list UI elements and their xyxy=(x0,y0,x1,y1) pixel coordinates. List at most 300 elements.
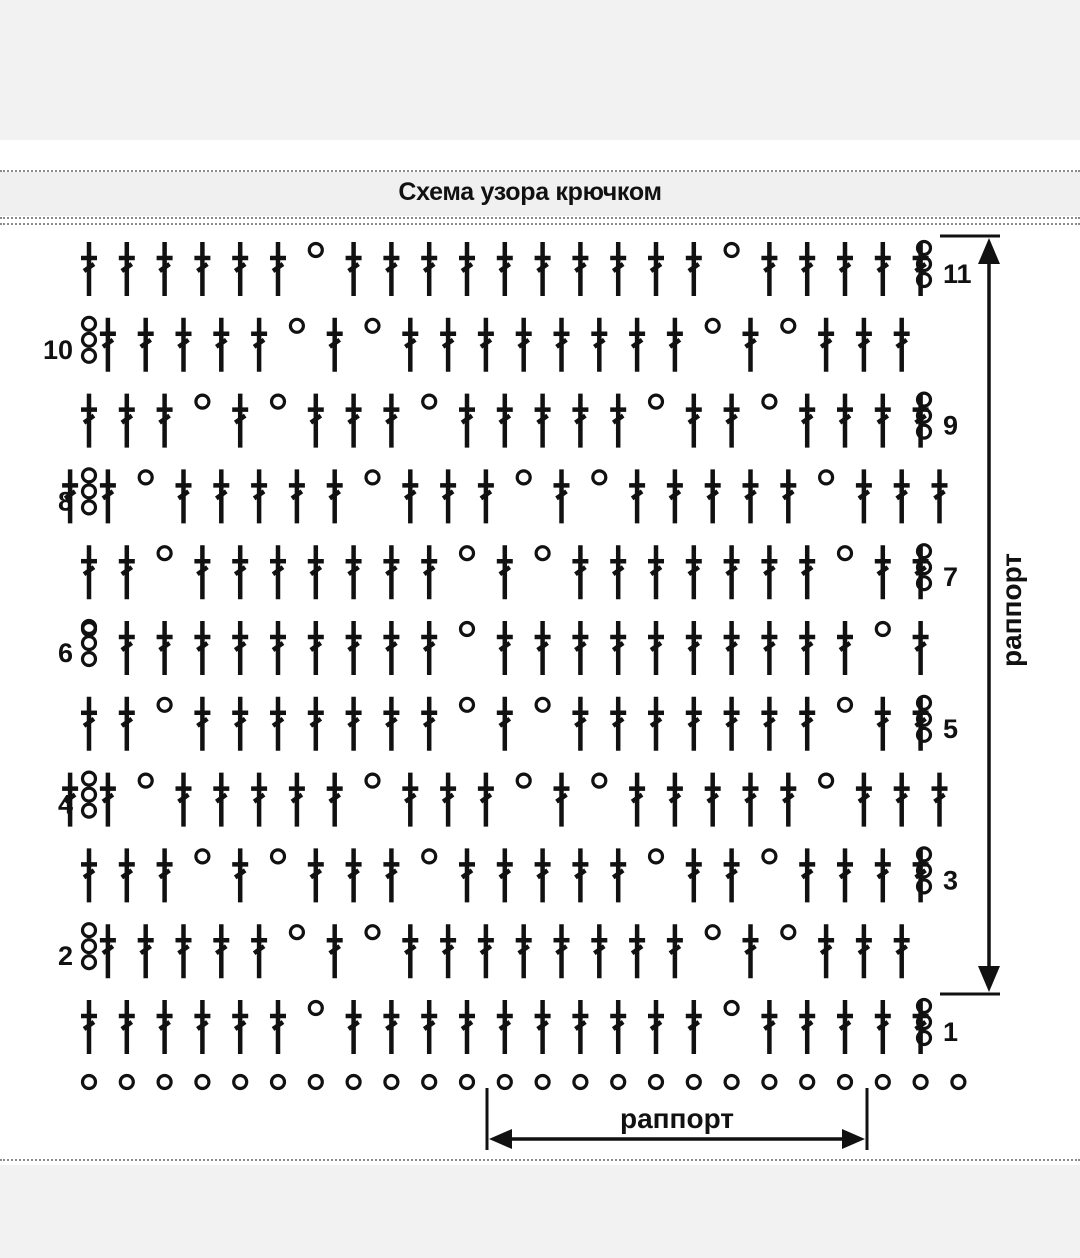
chain-stitch-icon xyxy=(139,471,152,484)
treble-crochet-icon xyxy=(289,469,305,523)
treble-crochet-icon xyxy=(497,545,513,599)
treble-crochet-icon xyxy=(667,924,683,978)
treble-crochet-icon xyxy=(686,848,702,902)
treble-crochet-icon xyxy=(554,318,570,372)
treble-crochet-icon xyxy=(610,621,626,675)
treble-crochet-icon xyxy=(119,697,135,751)
chain-stitch-icon xyxy=(725,244,738,257)
chain-stitch-icon xyxy=(309,1076,322,1089)
treble-crochet-icon xyxy=(194,621,210,675)
chain-stitch-icon xyxy=(83,772,96,785)
chain-stitch-icon xyxy=(612,1076,625,1089)
chain-stitch-icon xyxy=(536,698,549,711)
treble-crochet-icon xyxy=(346,545,362,599)
treble-crochet-icon xyxy=(100,924,116,978)
treble-crochet-icon xyxy=(213,318,229,372)
treble-crochet-icon xyxy=(251,924,267,978)
row-number-label: 11 xyxy=(943,259,972,289)
treble-crochet-icon xyxy=(383,697,399,751)
treble-crochet-icon xyxy=(251,773,267,827)
treble-crochet-icon xyxy=(856,924,872,978)
chain-stitch-icon xyxy=(366,471,379,484)
treble-crochet-icon xyxy=(667,318,683,372)
chart-row-11 xyxy=(81,242,929,296)
chain-stitch-icon xyxy=(83,469,96,482)
treble-crochet-icon xyxy=(610,848,626,902)
treble-crochet-icon xyxy=(176,924,192,978)
chart-row-10 xyxy=(100,318,910,372)
treble-crochet-icon xyxy=(724,545,740,599)
treble-crochet-icon xyxy=(119,394,135,448)
treble-crochet-icon xyxy=(705,469,721,523)
chart-row-1 xyxy=(81,1000,929,1054)
chain-stitch-icon xyxy=(423,395,436,408)
treble-crochet-icon xyxy=(157,394,173,448)
chain-stitch-icon xyxy=(234,1076,247,1089)
chain-stitch-icon xyxy=(498,1076,511,1089)
treble-crochet-icon xyxy=(837,242,853,296)
treble-crochet-icon xyxy=(799,545,815,599)
treble-crochet-icon xyxy=(478,773,494,827)
chain-stitch-icon xyxy=(461,1076,474,1089)
treble-crochet-icon xyxy=(591,318,607,372)
treble-crochet-icon xyxy=(346,242,362,296)
treble-crochet-icon xyxy=(497,848,513,902)
chain-stitch-icon xyxy=(120,1076,133,1089)
chain-stitch-icon xyxy=(366,774,379,787)
treble-crochet-icon xyxy=(478,924,494,978)
treble-crochet-icon xyxy=(610,1000,626,1054)
treble-crochet-icon xyxy=(440,924,456,978)
treble-crochet-icon xyxy=(421,242,437,296)
treble-crochet-icon xyxy=(535,394,551,448)
treble-crochet-icon xyxy=(572,545,588,599)
treble-crochet-icon xyxy=(894,773,910,827)
turning-chain-row-4 xyxy=(83,772,96,817)
treble-crochet-icon xyxy=(232,394,248,448)
chain-stitch-icon xyxy=(593,774,606,787)
treble-crochet-icon xyxy=(232,1000,248,1054)
treble-crochet-icon xyxy=(81,545,97,599)
treble-crochet-icon xyxy=(818,318,834,372)
treble-crochet-icon xyxy=(308,545,324,599)
treble-crochet-icon xyxy=(440,469,456,523)
treble-crochet-icon xyxy=(119,848,135,902)
treble-crochet-icon xyxy=(232,545,248,599)
row-number-label: 8 xyxy=(57,486,73,517)
treble-crochet-icon xyxy=(194,697,210,751)
chain-stitch-icon xyxy=(461,623,474,636)
treble-crochet-icon xyxy=(875,1000,891,1054)
treble-crochet-icon xyxy=(572,621,588,675)
treble-crochet-icon xyxy=(554,924,570,978)
chain-stitch-icon xyxy=(196,1076,209,1089)
treble-crochet-icon xyxy=(799,697,815,751)
chain-stitch-icon xyxy=(309,244,322,257)
chain-stitch-icon xyxy=(83,653,96,666)
treble-crochet-icon xyxy=(232,697,248,751)
treble-crochet-icon xyxy=(232,621,248,675)
treble-crochet-icon xyxy=(894,469,910,523)
treble-crochet-icon xyxy=(157,621,173,675)
treble-crochet-icon xyxy=(572,697,588,751)
treble-crochet-icon xyxy=(119,545,135,599)
chart-row-9 xyxy=(81,394,929,448)
chain-stitch-icon xyxy=(725,1002,738,1015)
treble-crochet-icon xyxy=(100,773,116,827)
chain-stitch-icon xyxy=(83,804,96,817)
row-number-label: 6 xyxy=(57,638,73,668)
treble-crochet-icon xyxy=(572,242,588,296)
treble-crochet-icon xyxy=(346,1000,362,1054)
treble-crochet-icon xyxy=(686,242,702,296)
chain-stitch-icon xyxy=(272,1076,285,1089)
chain-stitch-icon xyxy=(83,349,96,362)
chain-stitch-icon xyxy=(763,850,776,863)
treble-crochet-icon xyxy=(629,469,645,523)
treble-crochet-icon xyxy=(610,242,626,296)
chart-row-5 xyxy=(81,697,929,751)
treble-crochet-icon xyxy=(761,545,777,599)
treble-crochet-icon xyxy=(402,318,418,372)
treble-crochet-icon xyxy=(308,848,324,902)
chain-stitch-icon xyxy=(423,1076,436,1089)
treble-crochet-icon xyxy=(232,242,248,296)
chain-stitch-icon xyxy=(839,1076,852,1089)
treble-crochet-icon xyxy=(686,697,702,751)
chain-stitch-icon xyxy=(83,940,96,953)
treble-crochet-icon xyxy=(270,697,286,751)
chain-stitch-icon xyxy=(309,1002,322,1015)
treble-crochet-icon xyxy=(743,318,759,372)
treble-crochet-icon xyxy=(875,242,891,296)
treble-crochet-icon xyxy=(346,848,362,902)
treble-crochet-icon xyxy=(799,848,815,902)
treble-crochet-icon xyxy=(383,394,399,448)
treble-crochet-icon xyxy=(402,924,418,978)
treble-crochet-icon xyxy=(572,848,588,902)
treble-crochet-icon xyxy=(81,697,97,751)
treble-crochet-icon xyxy=(856,469,872,523)
treble-crochet-icon xyxy=(176,469,192,523)
treble-crochet-icon xyxy=(799,242,815,296)
treble-crochet-icon xyxy=(402,469,418,523)
treble-crochet-icon xyxy=(459,848,475,902)
treble-crochet-icon xyxy=(799,394,815,448)
treble-crochet-icon xyxy=(686,621,702,675)
chain-stitch-icon xyxy=(574,1076,587,1089)
treble-crochet-icon xyxy=(383,621,399,675)
treble-crochet-icon xyxy=(535,848,551,902)
treble-crochet-icon xyxy=(440,318,456,372)
row-number-label: 3 xyxy=(943,865,959,896)
diagram-title: Схема узора крючком xyxy=(398,178,662,206)
chain-stitch-icon xyxy=(687,1076,700,1089)
treble-crochet-icon xyxy=(459,1000,475,1054)
treble-crochet-icon xyxy=(761,621,777,675)
treble-crochet-icon xyxy=(157,1000,173,1054)
turning-chain-row-2 xyxy=(83,924,96,969)
chain-stitch-icon xyxy=(517,471,530,484)
treble-crochet-icon xyxy=(629,318,645,372)
treble-crochet-icon xyxy=(421,697,437,751)
chain-stitch-icon xyxy=(782,926,795,939)
arrow-left-icon xyxy=(489,1129,512,1149)
treble-crochet-icon xyxy=(270,242,286,296)
chain-stitch-icon xyxy=(83,637,96,650)
treble-crochet-icon xyxy=(157,242,173,296)
treble-crochet-icon xyxy=(799,621,815,675)
treble-crochet-icon xyxy=(289,773,305,827)
row-number-label: 2 xyxy=(57,941,73,972)
treble-crochet-icon xyxy=(648,242,664,296)
chain-stitch-icon xyxy=(290,319,303,332)
treble-crochet-icon xyxy=(327,924,343,978)
treble-crochet-icon xyxy=(81,394,97,448)
rapport-label-vertical: раппорт xyxy=(996,552,1027,668)
chain-stitch-icon xyxy=(83,1076,96,1089)
treble-crochet-icon xyxy=(837,1000,853,1054)
chain-stitch-icon xyxy=(517,774,530,787)
treble-crochet-icon xyxy=(913,621,929,675)
treble-crochet-icon xyxy=(327,469,343,523)
arrow-up-icon xyxy=(978,238,1000,264)
treble-crochet-icon xyxy=(119,242,135,296)
horizontal-rapport xyxy=(487,1088,867,1150)
row-number-label: 1 xyxy=(943,1017,959,1047)
treble-crochet-icon xyxy=(894,318,910,372)
chain-stitch-icon xyxy=(593,471,606,484)
treble-crochet-icon xyxy=(119,621,135,675)
chain-stitch-icon xyxy=(366,926,379,939)
treble-crochet-icon xyxy=(308,621,324,675)
chart-row-7 xyxy=(81,545,929,599)
treble-crochet-icon xyxy=(383,545,399,599)
treble-crochet-icon xyxy=(138,318,154,372)
chain-stitch-icon xyxy=(366,319,379,332)
arrow-right-icon xyxy=(842,1129,865,1149)
treble-crochet-icon xyxy=(383,1000,399,1054)
chain-stitch-icon xyxy=(839,698,852,711)
treble-crochet-icon xyxy=(497,394,513,448)
chain-stitch-icon xyxy=(820,471,833,484)
chain-stitch-icon xyxy=(763,1076,776,1089)
treble-crochet-icon xyxy=(497,697,513,751)
chain-stitch-icon xyxy=(820,774,833,787)
treble-crochet-icon xyxy=(497,621,513,675)
treble-crochet-icon xyxy=(724,697,740,751)
treble-crochet-icon xyxy=(270,621,286,675)
chain-stitch-icon xyxy=(83,924,96,937)
treble-crochet-icon xyxy=(176,773,192,827)
treble-crochet-icon xyxy=(383,242,399,296)
treble-crochet-icon xyxy=(421,545,437,599)
rapport-label-horizontal: раппорт xyxy=(619,1103,735,1134)
treble-crochet-icon xyxy=(440,773,456,827)
chart-row-6 xyxy=(83,621,929,675)
chain-stitch-icon xyxy=(83,501,96,514)
treble-crochet-icon xyxy=(856,773,872,827)
chain-stitch-icon xyxy=(139,774,152,787)
treble-crochet-icon xyxy=(894,924,910,978)
chain-stitch-icon xyxy=(83,333,96,346)
treble-crochet-icon xyxy=(213,469,229,523)
treble-crochet-icon xyxy=(535,242,551,296)
treble-crochet-icon xyxy=(232,848,248,902)
treble-crochet-icon xyxy=(629,924,645,978)
treble-crochet-icon xyxy=(383,848,399,902)
treble-crochet-icon xyxy=(251,318,267,372)
treble-crochet-icon xyxy=(743,469,759,523)
treble-crochet-icon xyxy=(648,621,664,675)
treble-crochet-icon xyxy=(478,318,494,372)
treble-crochet-icon xyxy=(459,394,475,448)
treble-crochet-icon xyxy=(875,394,891,448)
treble-crochet-icon xyxy=(270,1000,286,1054)
treble-crochet-icon xyxy=(346,621,362,675)
treble-crochet-icon xyxy=(780,773,796,827)
treble-crochet-icon xyxy=(516,318,532,372)
treble-crochet-icon xyxy=(591,924,607,978)
treble-crochet-icon xyxy=(837,621,853,675)
chain-stitch-icon xyxy=(461,698,474,711)
chain-stitch-icon xyxy=(650,850,663,863)
treble-crochet-icon xyxy=(459,242,475,296)
row-number-label: 9 xyxy=(943,410,959,441)
treble-crochet-icon xyxy=(213,924,229,978)
treble-crochet-icon xyxy=(875,697,891,751)
treble-crochet-icon xyxy=(667,773,683,827)
chart-row-3 xyxy=(81,848,929,902)
chart-row-8 xyxy=(62,469,947,523)
treble-crochet-icon xyxy=(686,1000,702,1054)
treble-crochet-icon xyxy=(724,848,740,902)
turning-chain-row-8 xyxy=(83,469,96,514)
treble-crochet-icon xyxy=(81,1000,97,1054)
chart-row-4 xyxy=(62,773,947,827)
chain-stitch-icon xyxy=(725,1076,738,1089)
treble-crochet-icon xyxy=(100,469,116,523)
treble-crochet-icon xyxy=(251,469,267,523)
treble-crochet-icon xyxy=(308,697,324,751)
treble-crochet-icon xyxy=(194,545,210,599)
stitch-grid xyxy=(62,242,947,1054)
treble-crochet-icon xyxy=(421,1000,437,1054)
chain-stitch-icon xyxy=(461,547,474,560)
treble-crochet-icon xyxy=(724,621,740,675)
chain-stitch-icon xyxy=(650,395,663,408)
treble-crochet-icon xyxy=(648,697,664,751)
chain-stitch-icon xyxy=(385,1076,398,1089)
treble-crochet-icon xyxy=(346,697,362,751)
chain-stitch-icon xyxy=(839,547,852,560)
treble-crochet-icon xyxy=(81,242,97,296)
treble-crochet-icon xyxy=(497,1000,513,1054)
chain-stitch-icon xyxy=(876,1076,889,1089)
chain-stitch-icon xyxy=(272,395,285,408)
treble-crochet-icon xyxy=(138,924,154,978)
treble-crochet-icon xyxy=(629,773,645,827)
chart-row-2 xyxy=(100,924,910,978)
treble-crochet-icon xyxy=(308,394,324,448)
treble-crochet-icon xyxy=(761,242,777,296)
treble-crochet-icon xyxy=(743,924,759,978)
chain-stitch-icon xyxy=(83,956,96,969)
treble-crochet-icon xyxy=(743,773,759,827)
chain-stitch-icon xyxy=(158,698,171,711)
treble-crochet-icon xyxy=(686,394,702,448)
treble-crochet-icon xyxy=(837,848,853,902)
treble-crochet-icon xyxy=(516,924,532,978)
chain-stitch-icon xyxy=(952,1076,965,1089)
treble-crochet-icon xyxy=(572,1000,588,1054)
treble-crochet-icon xyxy=(194,1000,210,1054)
chain-stitch-icon xyxy=(196,395,209,408)
treble-crochet-icon xyxy=(875,848,891,902)
treble-crochet-icon xyxy=(875,545,891,599)
treble-crochet-icon xyxy=(610,697,626,751)
treble-crochet-icon xyxy=(497,242,513,296)
treble-crochet-icon xyxy=(402,773,418,827)
treble-crochet-icon xyxy=(478,469,494,523)
treble-crochet-icon xyxy=(176,318,192,372)
treble-crochet-icon xyxy=(535,1000,551,1054)
treble-crochet-icon xyxy=(572,394,588,448)
treble-crochet-icon xyxy=(648,1000,664,1054)
treble-crochet-icon xyxy=(818,924,834,978)
treble-crochet-icon xyxy=(213,773,229,827)
treble-crochet-icon xyxy=(554,469,570,523)
treble-crochet-icon xyxy=(799,1000,815,1054)
chain-stitch-icon xyxy=(536,1076,549,1089)
treble-crochet-icon xyxy=(554,773,570,827)
treble-crochet-icon xyxy=(761,697,777,751)
chain-stitch-icon xyxy=(782,319,795,332)
chain-stitch-icon xyxy=(706,926,719,939)
chain-stitch-icon xyxy=(763,395,776,408)
chain-stitch-icon xyxy=(706,319,719,332)
treble-crochet-icon xyxy=(535,621,551,675)
chain-stitch-icon xyxy=(876,623,889,636)
treble-crochet-icon xyxy=(610,545,626,599)
chain-stitch-icon xyxy=(347,1076,360,1089)
treble-crochet-icon xyxy=(856,318,872,372)
treble-crochet-icon xyxy=(837,394,853,448)
treble-crochet-icon xyxy=(932,469,948,523)
chain-stitch-icon xyxy=(83,788,96,801)
row-number-label: 7 xyxy=(943,562,959,593)
chain-stitch-icon xyxy=(423,850,436,863)
row-number-label: 10 xyxy=(42,334,73,365)
treble-crochet-icon xyxy=(421,621,437,675)
turning-chain-row-6 xyxy=(83,621,96,666)
treble-crochet-icon xyxy=(327,773,343,827)
treble-crochet-icon xyxy=(81,848,97,902)
chain-stitch-icon xyxy=(290,926,303,939)
chain-stitch-icon xyxy=(83,485,96,498)
treble-crochet-icon xyxy=(610,394,626,448)
treble-crochet-icon xyxy=(346,394,362,448)
treble-crochet-icon xyxy=(119,1000,135,1054)
treble-crochet-icon xyxy=(648,545,664,599)
treble-crochet-icon xyxy=(100,318,116,372)
chain-stitch-icon xyxy=(196,850,209,863)
arrow-down-icon xyxy=(978,966,1000,992)
turning-chain-row-10 xyxy=(83,317,96,362)
chain-stitch-icon xyxy=(536,547,549,560)
treble-crochet-icon xyxy=(724,394,740,448)
chain-stitch-icon xyxy=(83,317,96,330)
